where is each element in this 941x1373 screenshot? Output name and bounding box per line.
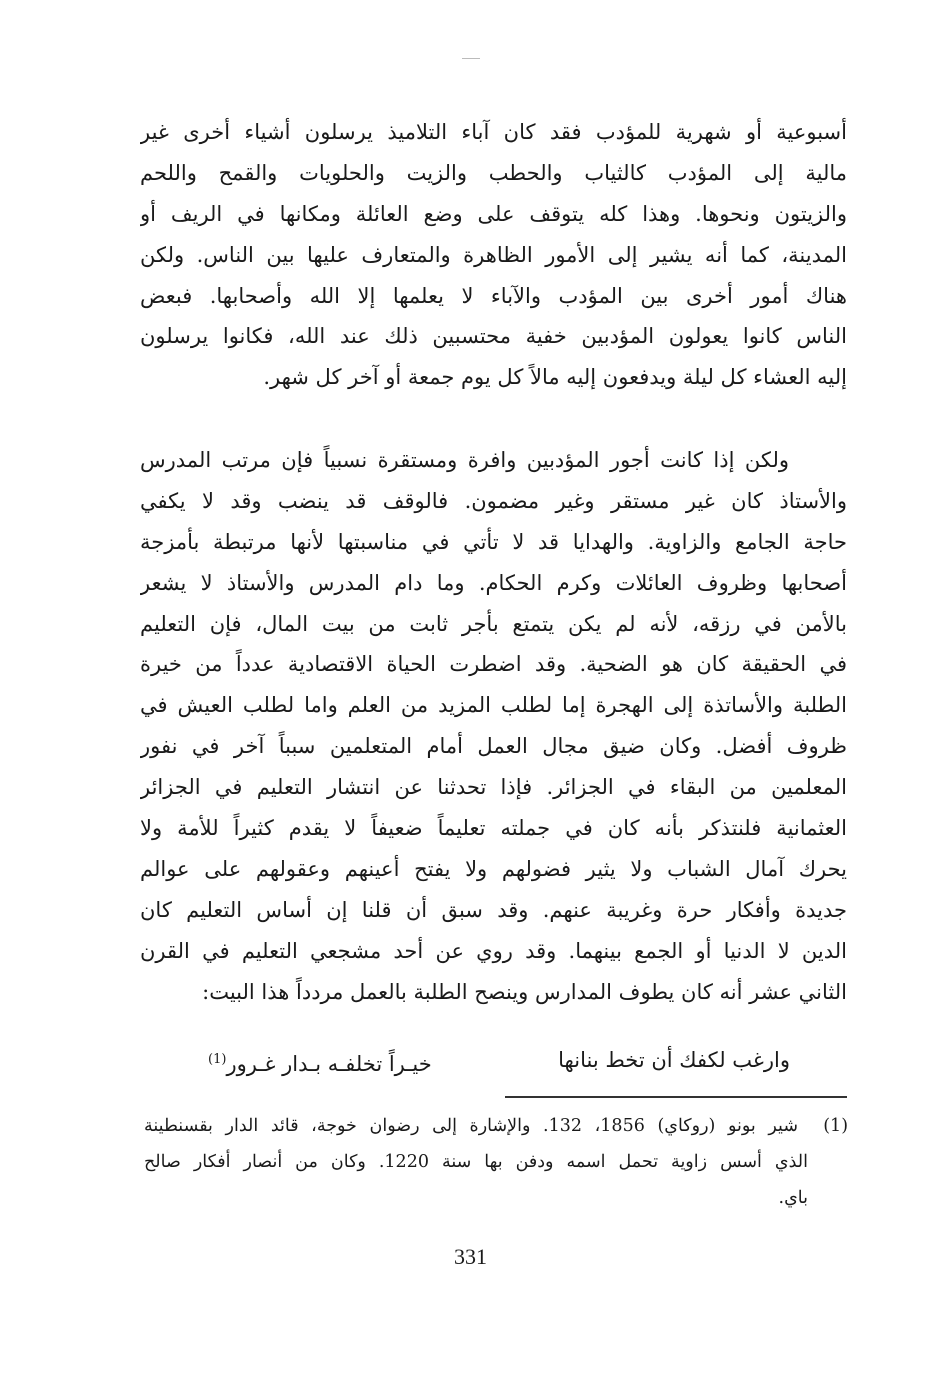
text-line: ولكن إذا كانت أجور المؤدبين وافرة ومستقرة نسبياً فإن مرتب المدرس [140,448,789,472]
page-number: 331 [454,1244,487,1269]
text-line: والأستاذ كان غير مستقر وغير مضمون. فالوقف قد ينضب وقد لا يكفي [140,488,847,513]
text-line: المعلمين من البقاء في الجزائر. فإذا تحدثنا عن انتشار التعليم في الجزائر [140,775,847,800]
verse-second-hemistich-text: خيـراً تخلفـه بـدار غـرور [226,1052,432,1076]
verse-first-hemistich: وارغب لكفك أن تخط بنانها [558,1048,790,1072]
paragraph-1 [140,112,847,398]
text-line: في الحقيقة كان هو الضحية. وقد اضطرت الحياة الاقتصادية عدداً من خيرة [140,652,847,677]
paragraph-2 [140,440,847,1012]
header-mark [462,58,480,59]
text-line: أصحابها وظروف العائلات وكرم الحكام. وما دام المدرس والأستاذ لا يشعر [140,570,847,595]
text-line: حاجة الجامع والزاوية. والهدايا قد لا تأتي في مناسبتها لأنها مرتبطة بأمزجة [140,529,847,554]
text-line: مالية إلى المؤدب كالثياب والحطب والزيت والحلويات والقمح واللحم [140,160,847,185]
text-line: ظروف أفضل. وكان ضيق مجال العمل أمام المتعلمين سبباً آخر في نفور [140,734,847,759]
footnote-reference[interactable]: (1) [208,1052,227,1067]
footnote [144,1108,848,1216]
text-line: جديدة وأفكار حرة وغريبة عنهم. وقد سبق أن قلنا إن أساس التعليم كان [140,897,847,922]
footnote-divider [505,1096,847,1098]
text-line: إليه العشاء كل ليلة ويدفعون إليه مالاً كل يوم جمعة أو آخر كل شهر. [263,365,847,390]
verse-second-hemistich [208,1038,432,1086]
text-line: العثمانية فلنتذكر بأنه كان في جملته تعليماً ضعيفاً لا يقدم كثيراً للأمة ولا [140,816,847,841]
footnote-line: باي. [778,1188,808,1208]
text-line: الثاني عشر أنه كان يطوف المدارس وينصح الطلبة بالعمل مردداً هذا البيت: [202,979,847,1004]
text-line: المدينة، كما أنه يشير إلى الأمور الظاهرة والمتعارف عليها بين الناس. ولكن [140,242,847,267]
text-line: هناك أمور أخرى بين المؤدب والآباء لا يعلمها إلا الله وأصحابها. فبعض [140,283,847,308]
footnote-marker: (1) [823,1116,848,1136]
text-line: يحرك آمال الشباب ولا يثير فضولهم ولا يفتح أعينهم وعقولهم على عوالم [140,856,847,881]
text-line: والزيتون ونحوها. وهذا كله يتوقف على وضع العائلة ومكانها في الريف أو [140,201,847,226]
text-line: الناس كانوا يعولون المؤدبين خفية محتسبين ذلك عند الله، فكانوا يرسلون [140,324,847,349]
footnote-line [144,1108,848,1144]
poem-verse [200,1038,790,1082]
text-line: الطلبة والأساتذة إلى الهجرة إما لطلب المزيد من العلم واما لطلب العيش في [140,693,847,718]
footnote-line: الذي أسس زاوية تحمل اسمه ودفن بها سنة 1220. وكان من أنصار أفكار صالح [144,1152,808,1172]
footnote-text: شير بونو (روكاي) 1856، 132. والإشارة إلى رضوان خوجة، قائد الدار بقسنطينة [144,1116,798,1136]
text-line: بالأمن في رزقه، لأنه لم يكن يتمتع بأجر ثابت من بيت المال، فإن التعليم [140,611,847,636]
text-line: الدين لا الدنيا أو الجمع بينهما. وقد روي عن أحد مشجعي التعليم في القرن [140,938,847,963]
text-line: أسبوعية أو شهرية للمؤدب فقد كان آباء التلاميذ يرسلون أشياء أخرى غير [140,120,847,144]
